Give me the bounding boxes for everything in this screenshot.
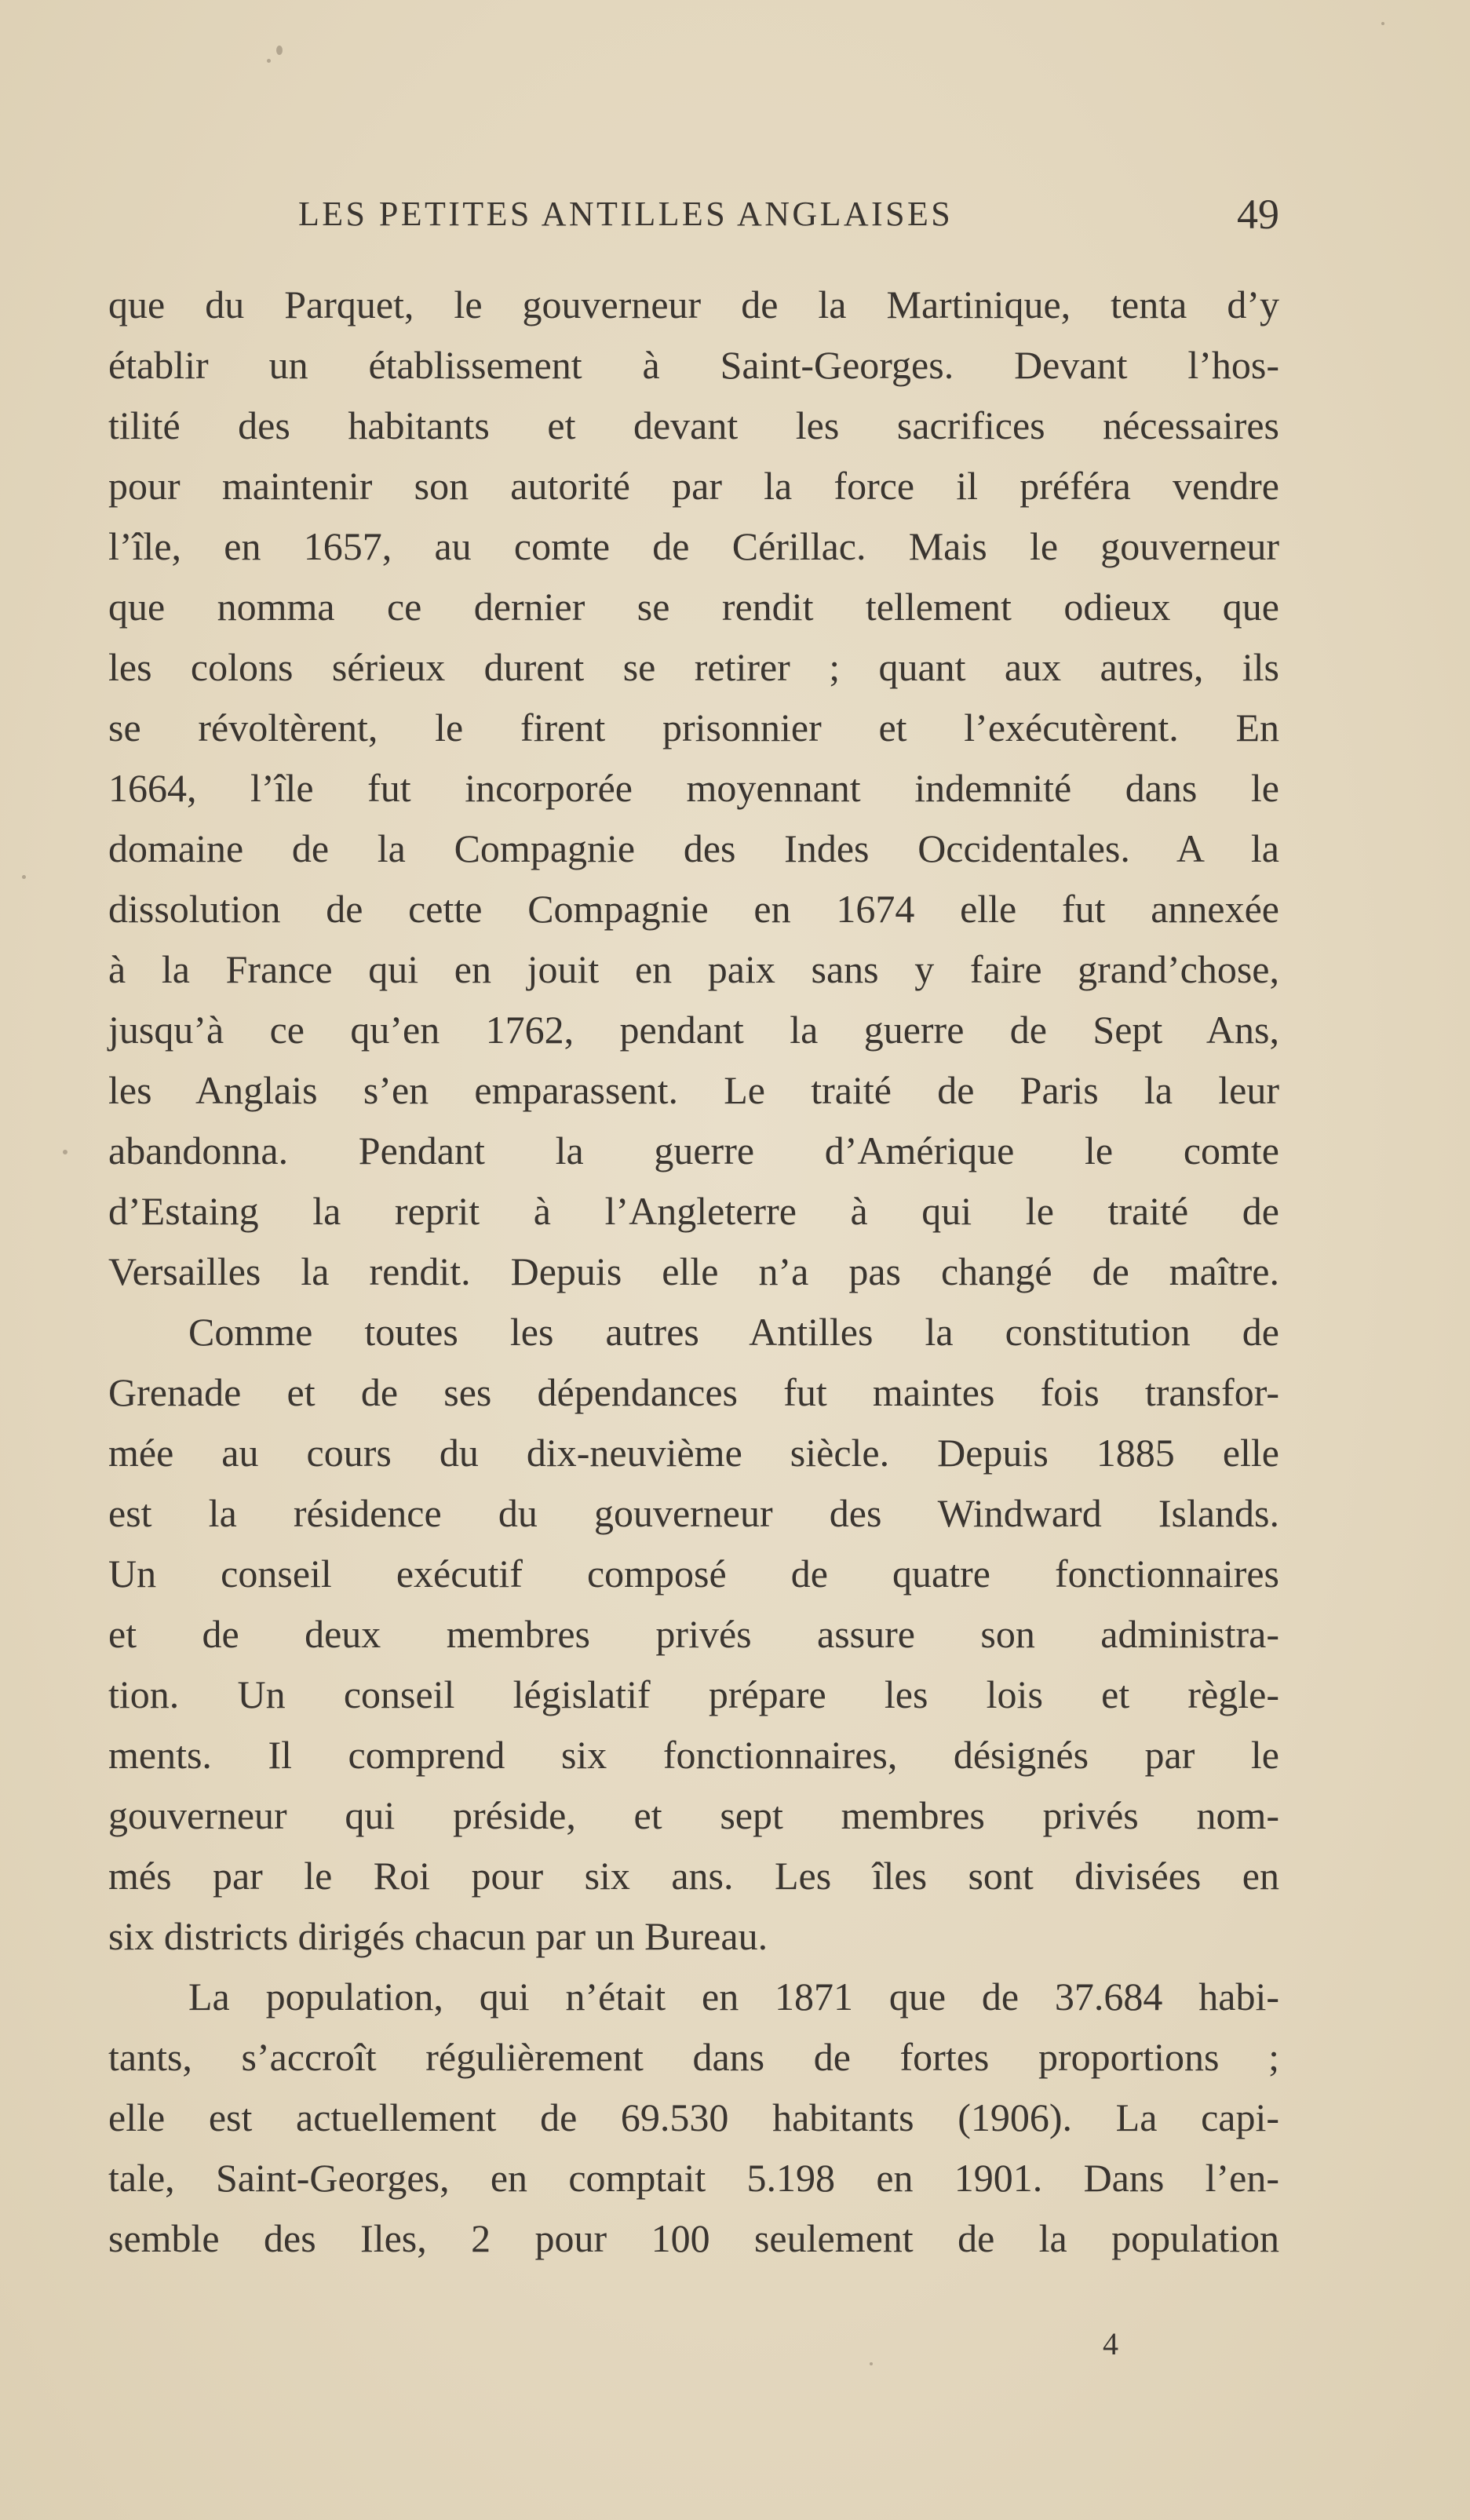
text-line: à la France qui en jouit en paix sans y faire grand’chose, — [108, 947, 1279, 991]
text-line: d’Estaing la reprit à l’Angleterre à qui le traité de — [108, 1189, 1279, 1233]
text-line: dissolution de cette Compagnie en 1674 elle fut annexée — [108, 887, 1279, 931]
text-line: Comme toutes les autres Antilles la constitution de — [188, 1310, 1279, 1354]
paper-speck — [22, 875, 26, 879]
text-line: les colons sérieux durent se retirer ; quant aux autres, ils — [108, 645, 1279, 689]
page-header — [298, 187, 1279, 242]
text-line: que du Parquet, le gouverneur de la Martinique, tenta d’y — [108, 283, 1279, 326]
text-line: jusqu’à ce qu’en 1762, pendant la guerre de Sept Ans, — [108, 1008, 1279, 1052]
paragraph — [108, 275, 1279, 1302]
body-text — [108, 275, 1279, 2269]
paper-speck — [870, 2362, 873, 2365]
text-line: abandonna. Pendant la guerre d’Amérique le comte — [108, 1129, 1279, 1172]
text-line: Versailles la rendit. Depuis elle n’a pas changé de maître. — [108, 1249, 1279, 1293]
paper-speck — [63, 1150, 67, 1154]
running-title: LES PETITES ANTILLES ANGLAISES — [298, 195, 954, 233]
text-line: La population, qui n’était en 1871 que de 37.684 habi- — [188, 1975, 1279, 2019]
text-line: tilité des habitants et devant les sacrifices nécessaires — [108, 403, 1279, 447]
text-line: tion. Un conseil législatif prépare les lois et règle- — [108, 1672, 1279, 1716]
text-line: se révoltèrent, le firent prisonnier et l’exécutèrent. En — [108, 706, 1279, 749]
signature-mark: 4 — [1103, 2326, 1118, 2361]
text-line: six districts dirigés chacun par un Bureau. — [108, 1914, 768, 1958]
paragraph — [108, 1302, 1279, 1967]
text-line: et de deux membres privés assure son administra- — [108, 1612, 1279, 1656]
text-line: l’île, en 1657, au comte de Cérillac. Mais le gouverneur — [108, 524, 1279, 568]
page-number: 49 — [1237, 191, 1279, 238]
text-line: mée au cours du dix-neuvième siècle. Depuis 1885 elle — [108, 1431, 1279, 1475]
text-line: pour maintenir son autorité par la force il préféra vendre — [108, 464, 1279, 508]
text-line: elle est actuellement de 69.530 habitants (1906). La capi- — [108, 2095, 1279, 2139]
text-line: més par le Roi pour six ans. Les îles sont divisées en — [108, 1854, 1279, 1898]
paper-speck — [276, 46, 283, 55]
text-line: que nomma ce dernier se rendit tellement odieux que — [108, 585, 1279, 629]
text-line: Grenade et de ses dépendances fut maintes fois transfor- — [108, 1370, 1279, 1414]
text-line: ments. Il comprend six fonctionnaires, désignés par le — [108, 1733, 1279, 1777]
paragraph — [108, 1967, 1279, 2269]
paper-speck — [1381, 22, 1384, 25]
text-line: gouverneur qui préside, et sept membres privés nom- — [108, 1793, 1279, 1837]
text-line: 1664, l’île fut incorporée moyennant indemnité dans le — [108, 766, 1279, 810]
text-line: établir un établissement à Saint-Georges. Devant l’hos- — [108, 343, 1279, 387]
text-line: semble des Iles, 2 pour 100 seulement de la population — [108, 2216, 1279, 2260]
text-line: est la résidence du gouverneur des Windward Islands. — [108, 1491, 1279, 1535]
paper-speck — [267, 59, 271, 63]
text-line: Un conseil exécutif composé de quatre fonctionnaires — [108, 1552, 1279, 1596]
text-line: domaine de la Compagnie des Indes Occidentales. A la — [108, 826, 1279, 870]
text-line: tale, Saint-Georges, en comptait 5.198 en 1901. Dans l’en- — [108, 2156, 1279, 2200]
text-line: tants, s’accroît régulièrement dans de fortes proportions ; — [108, 2035, 1279, 2079]
text-line: les Anglais s’en emparassent. Le traité de Paris la leur — [108, 1068, 1279, 1112]
